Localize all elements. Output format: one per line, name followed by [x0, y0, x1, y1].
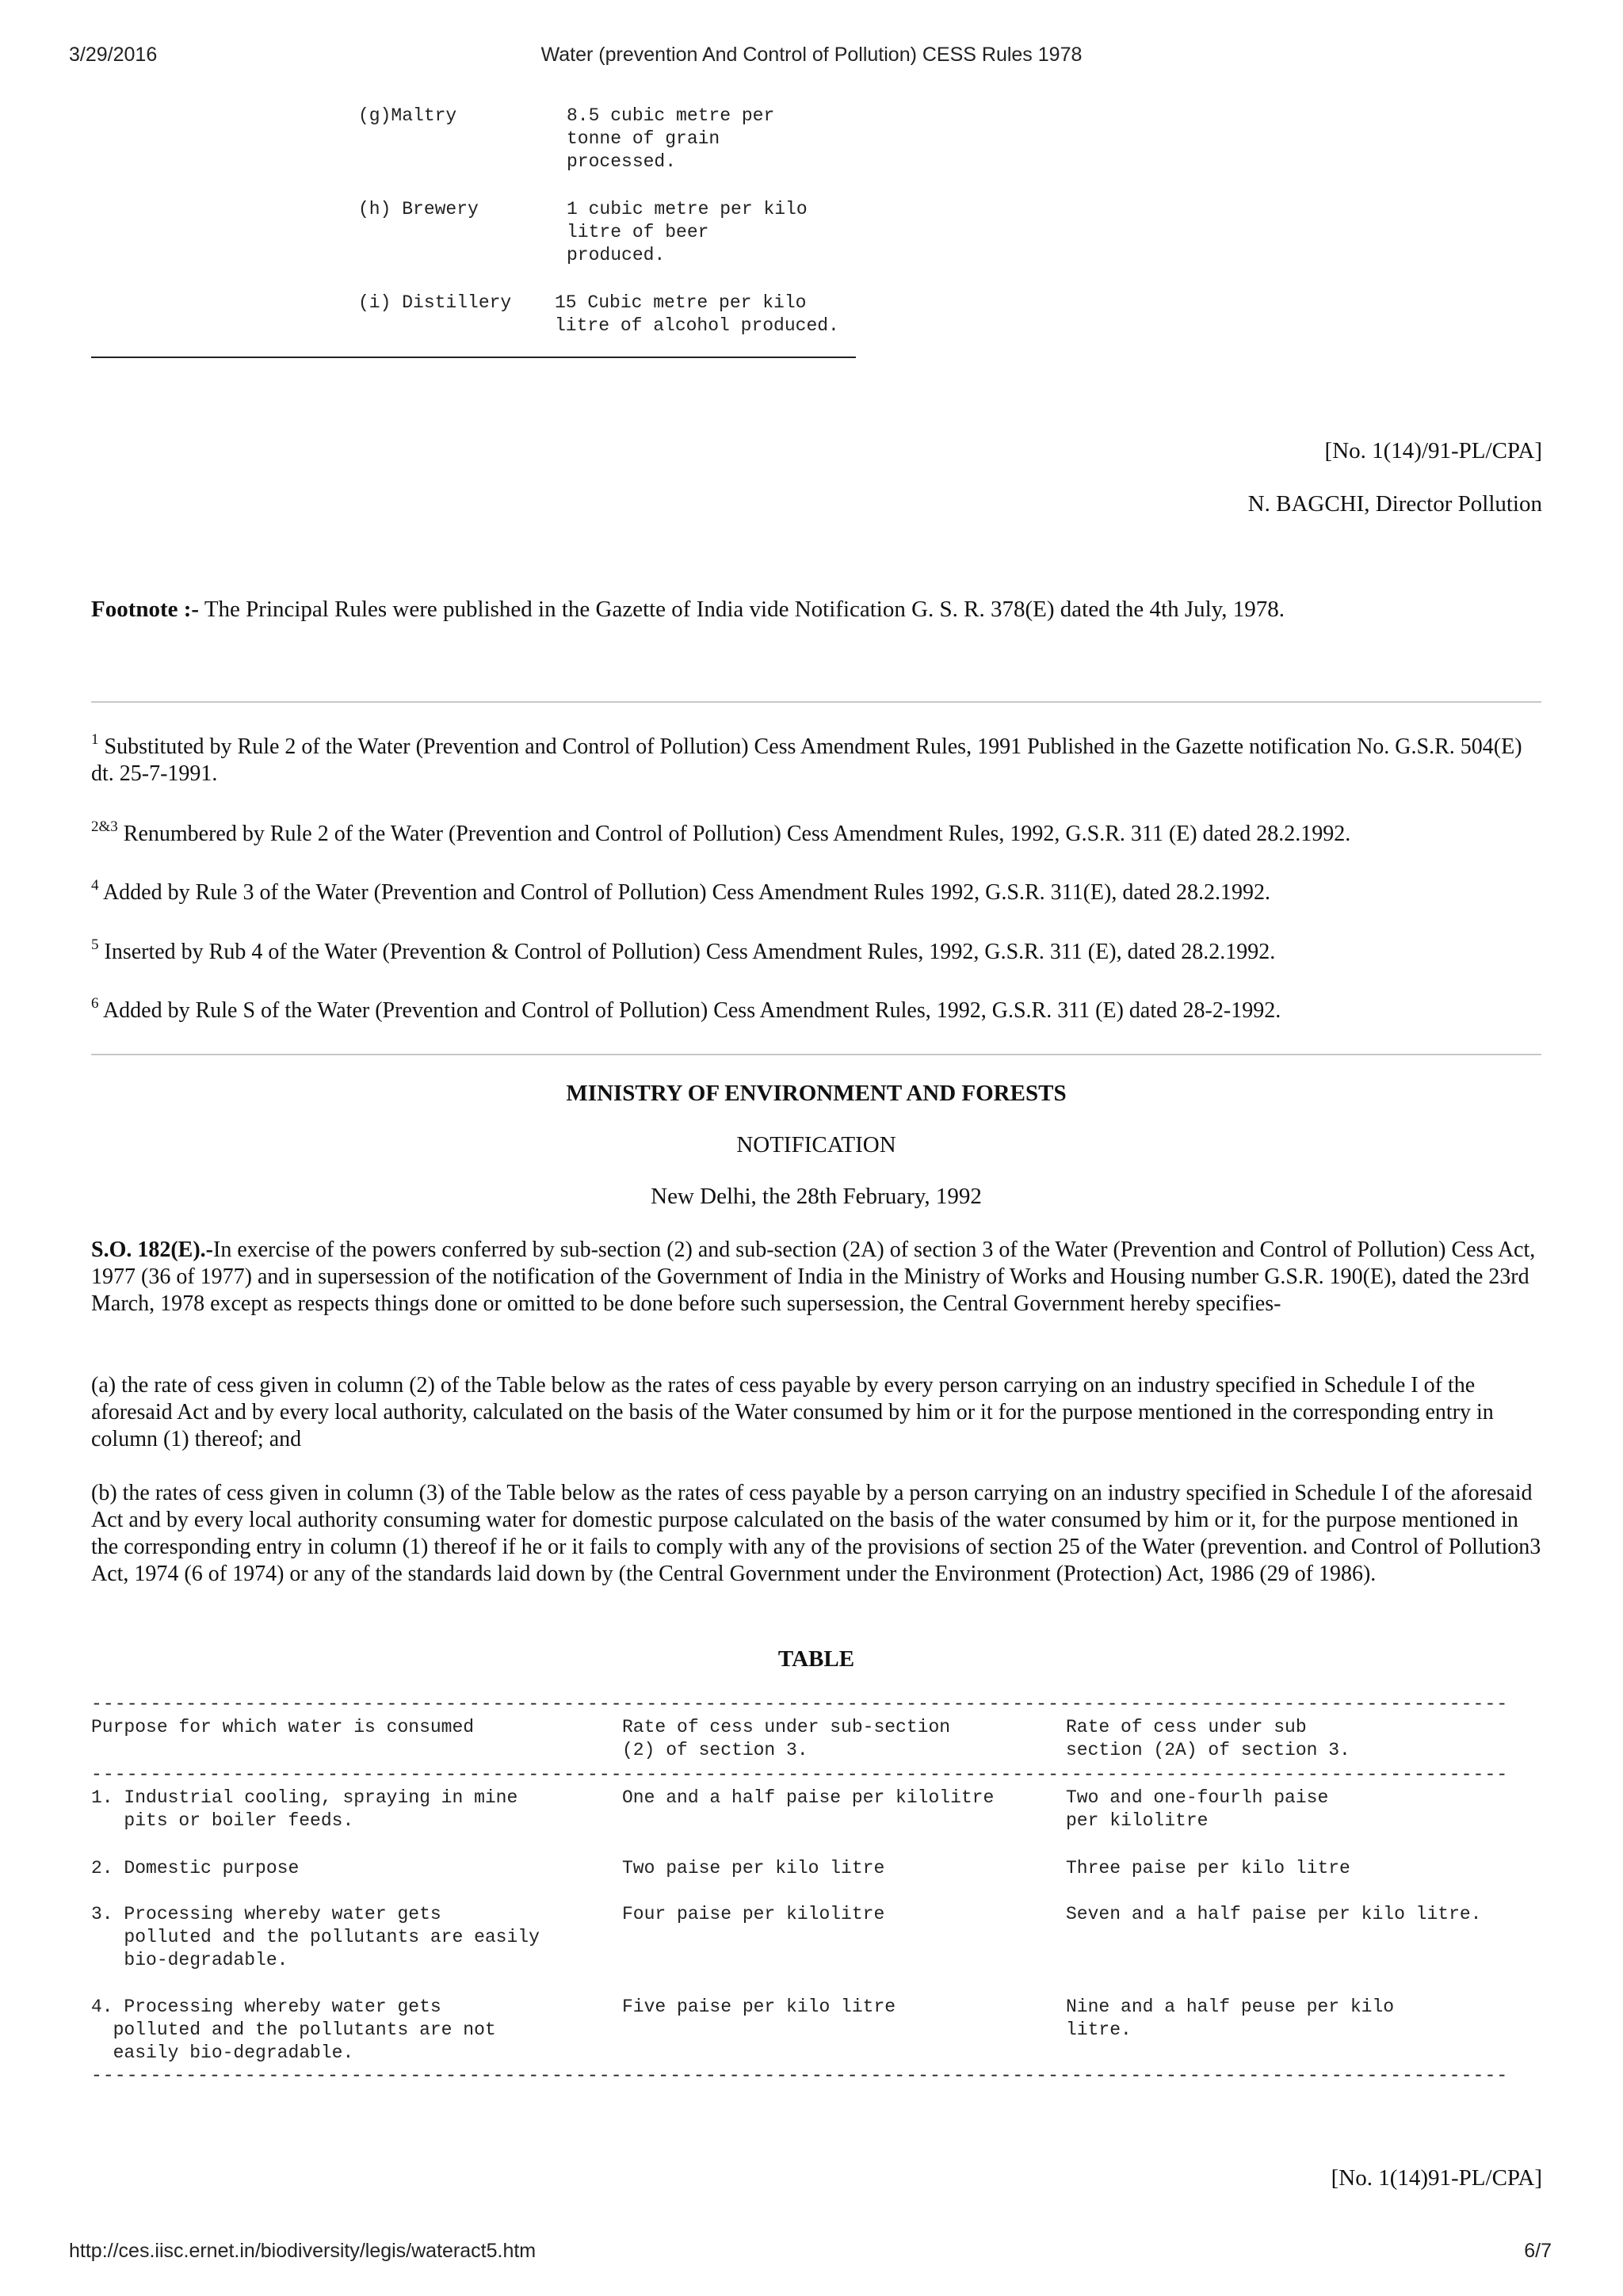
table-cell-purpose: 2. Domestic purpose [91, 1858, 300, 1878]
table-cell-rate-2a: Nine and a half peuse per kilo litre. [1066, 1997, 1395, 2040]
note-item [91, 818, 1545, 848]
note-number: 2&3 [91, 818, 118, 835]
note-number: 1 [91, 731, 99, 748]
note-text: Added by Rule S of the Water (Prevention and Control of Pollution) Cess Amendment Rules, 1992, G.S.R. 311 (E) dated 28-2-1992. [98, 998, 1281, 1023]
note-number: 4 [91, 877, 99, 894]
note-item [91, 879, 1545, 906]
note-item [91, 731, 1545, 788]
print-date: 3/29/2016 [69, 44, 158, 66]
top-table-item: (g)Maltry [358, 105, 457, 126]
footnote-label: Footnote :- [91, 597, 200, 622]
table-title: TABLE [777, 1646, 855, 1672]
table-cell-purpose: 3. Processing whereby water gets polluted and the pollutants are easily bio-degradable. [91, 1904, 540, 1970]
table-cell-rate-2: One and a half paise per kilolitre [622, 1787, 995, 1808]
table-bottom-rule [91, 357, 856, 358]
ministry-heading: MINISTRY OF ENVIRONMENT AND FORESTS [566, 1081, 1067, 1106]
column-header-rate-2: Rate of cess under sub-section (2) of section 3. [622, 1717, 951, 1760]
note-number: 5 [91, 936, 99, 953]
table-dash-rule-mid: ------------------------------------------------------------------------------------------------------------------------ [91, 1764, 1509, 1785]
top-table-rate: 1 cubic metre per kilo litre of beer produced. [567, 199, 808, 265]
page-number: 6/7 [1524, 2240, 1552, 2262]
note-text: Substituted by Rule 2 of the Water (Prevention and Control of Pollution) Cess Amendment Rules, 1991 Published in the Gazette notification No. G.S.R. 504(E) dt. 25-7-1991. [91, 734, 1522, 786]
footnote-text: The Principal Rules were published in the Gazette of India vide Notification G. S. R. 378(E) dated the 4th July, 1978. [199, 597, 1285, 622]
column-header-rate-2a: Rate of cess under sub section (2A) of section 3. [1066, 1717, 1350, 1760]
page-title: Water (prevention And Control of Pollution) CESS Rules 1978 [540, 44, 1083, 66]
source-url[interactable]: http://ces.iisc.ernet.in/biodiversity/legis/wateract5.htm [69, 2240, 537, 2262]
table-cell-rate-2: Two paise per kilo litre [622, 1858, 885, 1878]
top-table-rate: 15 Cubic metre per kilo litre of alcohol produced. [555, 292, 839, 336]
table-cell-rate-2: Five paise per kilo litre [622, 1997, 896, 2017]
reference-number: [No. 1(14)91-PL/CPA] [1331, 2165, 1542, 2191]
note-number: 6 [91, 995, 99, 1012]
note-text: Renumbered by Rule 2 of the Water (Prevention and Control of Pollution) Cess Amendment Rules, 1992, G.S.R. 311 (E) dated 28.2.1992. [117, 822, 1351, 846]
column-header-purpose: Purpose for which water is consumed [91, 1717, 475, 1737]
top-table-rate: 8.5 cubic metre per tonne of grain processed. [567, 105, 775, 172]
note-text: Added by Rule 3 of the Water (Prevention and Control of Pollution) Cess Amendment Rules 1992, G.S.R. 311(E), dated 28.2.1992. [98, 880, 1270, 905]
table-dash-rule-bottom: ------------------------------------------------------------------------------------------------------------------------ [91, 2065, 1509, 2086]
divider [91, 1054, 1541, 1055]
top-table-item: (h) Brewery [358, 199, 479, 219]
table-cell-rate-2: Four paise per kilolitre [622, 1904, 885, 1924]
note-item [91, 997, 1545, 1024]
note-item [91, 936, 1545, 966]
notification-date: New Delhi, the 28th February, 1992 [651, 1184, 982, 1209]
divider [91, 701, 1541, 703]
footnote [91, 596, 1541, 623]
notification-preamble [91, 1237, 1545, 1318]
note-text: Inserted by Rub 4 of the Water (Prevention & Control of Pollution) Cess Amendment Rules, 1992, G.S.R. 311 (E), dated 28.2.1992. [98, 940, 1276, 964]
so-number: S.O. 182(E).- [91, 1238, 213, 1262]
table-cell-rate-2a: Two and one-fourlh paise per kilolitre [1066, 1787, 1329, 1831]
reference-number: [No. 1(14)/91-PL/CPA] [1324, 438, 1542, 463]
notification-heading: NOTIFICATION [736, 1132, 896, 1158]
paragraph-a: (a) the rate of cess given in column (2) of the Table below as the rates of cess payable by every person carrying on an industry specified in Schedule I of the aforesaid Act and by every local authority, calculated on the basis of the Water consumed by him or it for the purpose mentioned in the corresponding entry in column (1) thereof; and [91, 1373, 1494, 1451]
so-text: In exercise of the powers conferred by sub-section (2) and sub-section (2A) of section 3 of the Water (Prevention and Control of Pollution) Cess Act, 1977 (36 of 1977) and in supersession of the notification of the Government of India in the Ministry of Works and Housing number G.S.R. 190(E), dated the 23rd March, 1978 except as respects things done or omitted to be done before such supersession, the Central Government hereby specifies- [91, 1238, 1536, 1316]
table-cell-purpose: 4. Processing whereby water gets polluted and the pollutants are not easily bio-degradable. [91, 1997, 496, 2063]
table-cell-rate-2a: Seven and a half paise per kilo litre. [1066, 1904, 1482, 1924]
paragraph-b: (b) the rates of cess given in column (3) of the Table below as the rates of cess payable by a person carrying on an industry specified in Schedule I of the aforesaid Act and by every local authority consuming water for domestic purpose calculated on the basis of the water consumed by him or it, for the purpose mentioned in the corresponding entry in column (1) thereof if he or it fails to comply with any of the provisions of section 25 of the Water (prevention. and Control of Pollution3 Act, 1974 (6 of 1974) or any of the standards laid down by (the Central Government under the Environment (Protection) Act, 1986 (29 of 1986). [91, 1481, 1541, 1586]
top-table-item: (i) Distillery [358, 292, 512, 313]
signatory: N. BAGCHI, Director Pollution [1247, 491, 1542, 517]
table-cell-purpose: 1. Industrial cooling, spraying in mine pits or boiler feeds. [91, 1787, 518, 1831]
table-dash-rule-top: ------------------------------------------------------------------------------------------------------------------------ [91, 1694, 1509, 1714]
table-cell-rate-2a: Three paise per kilo litre [1066, 1858, 1350, 1878]
